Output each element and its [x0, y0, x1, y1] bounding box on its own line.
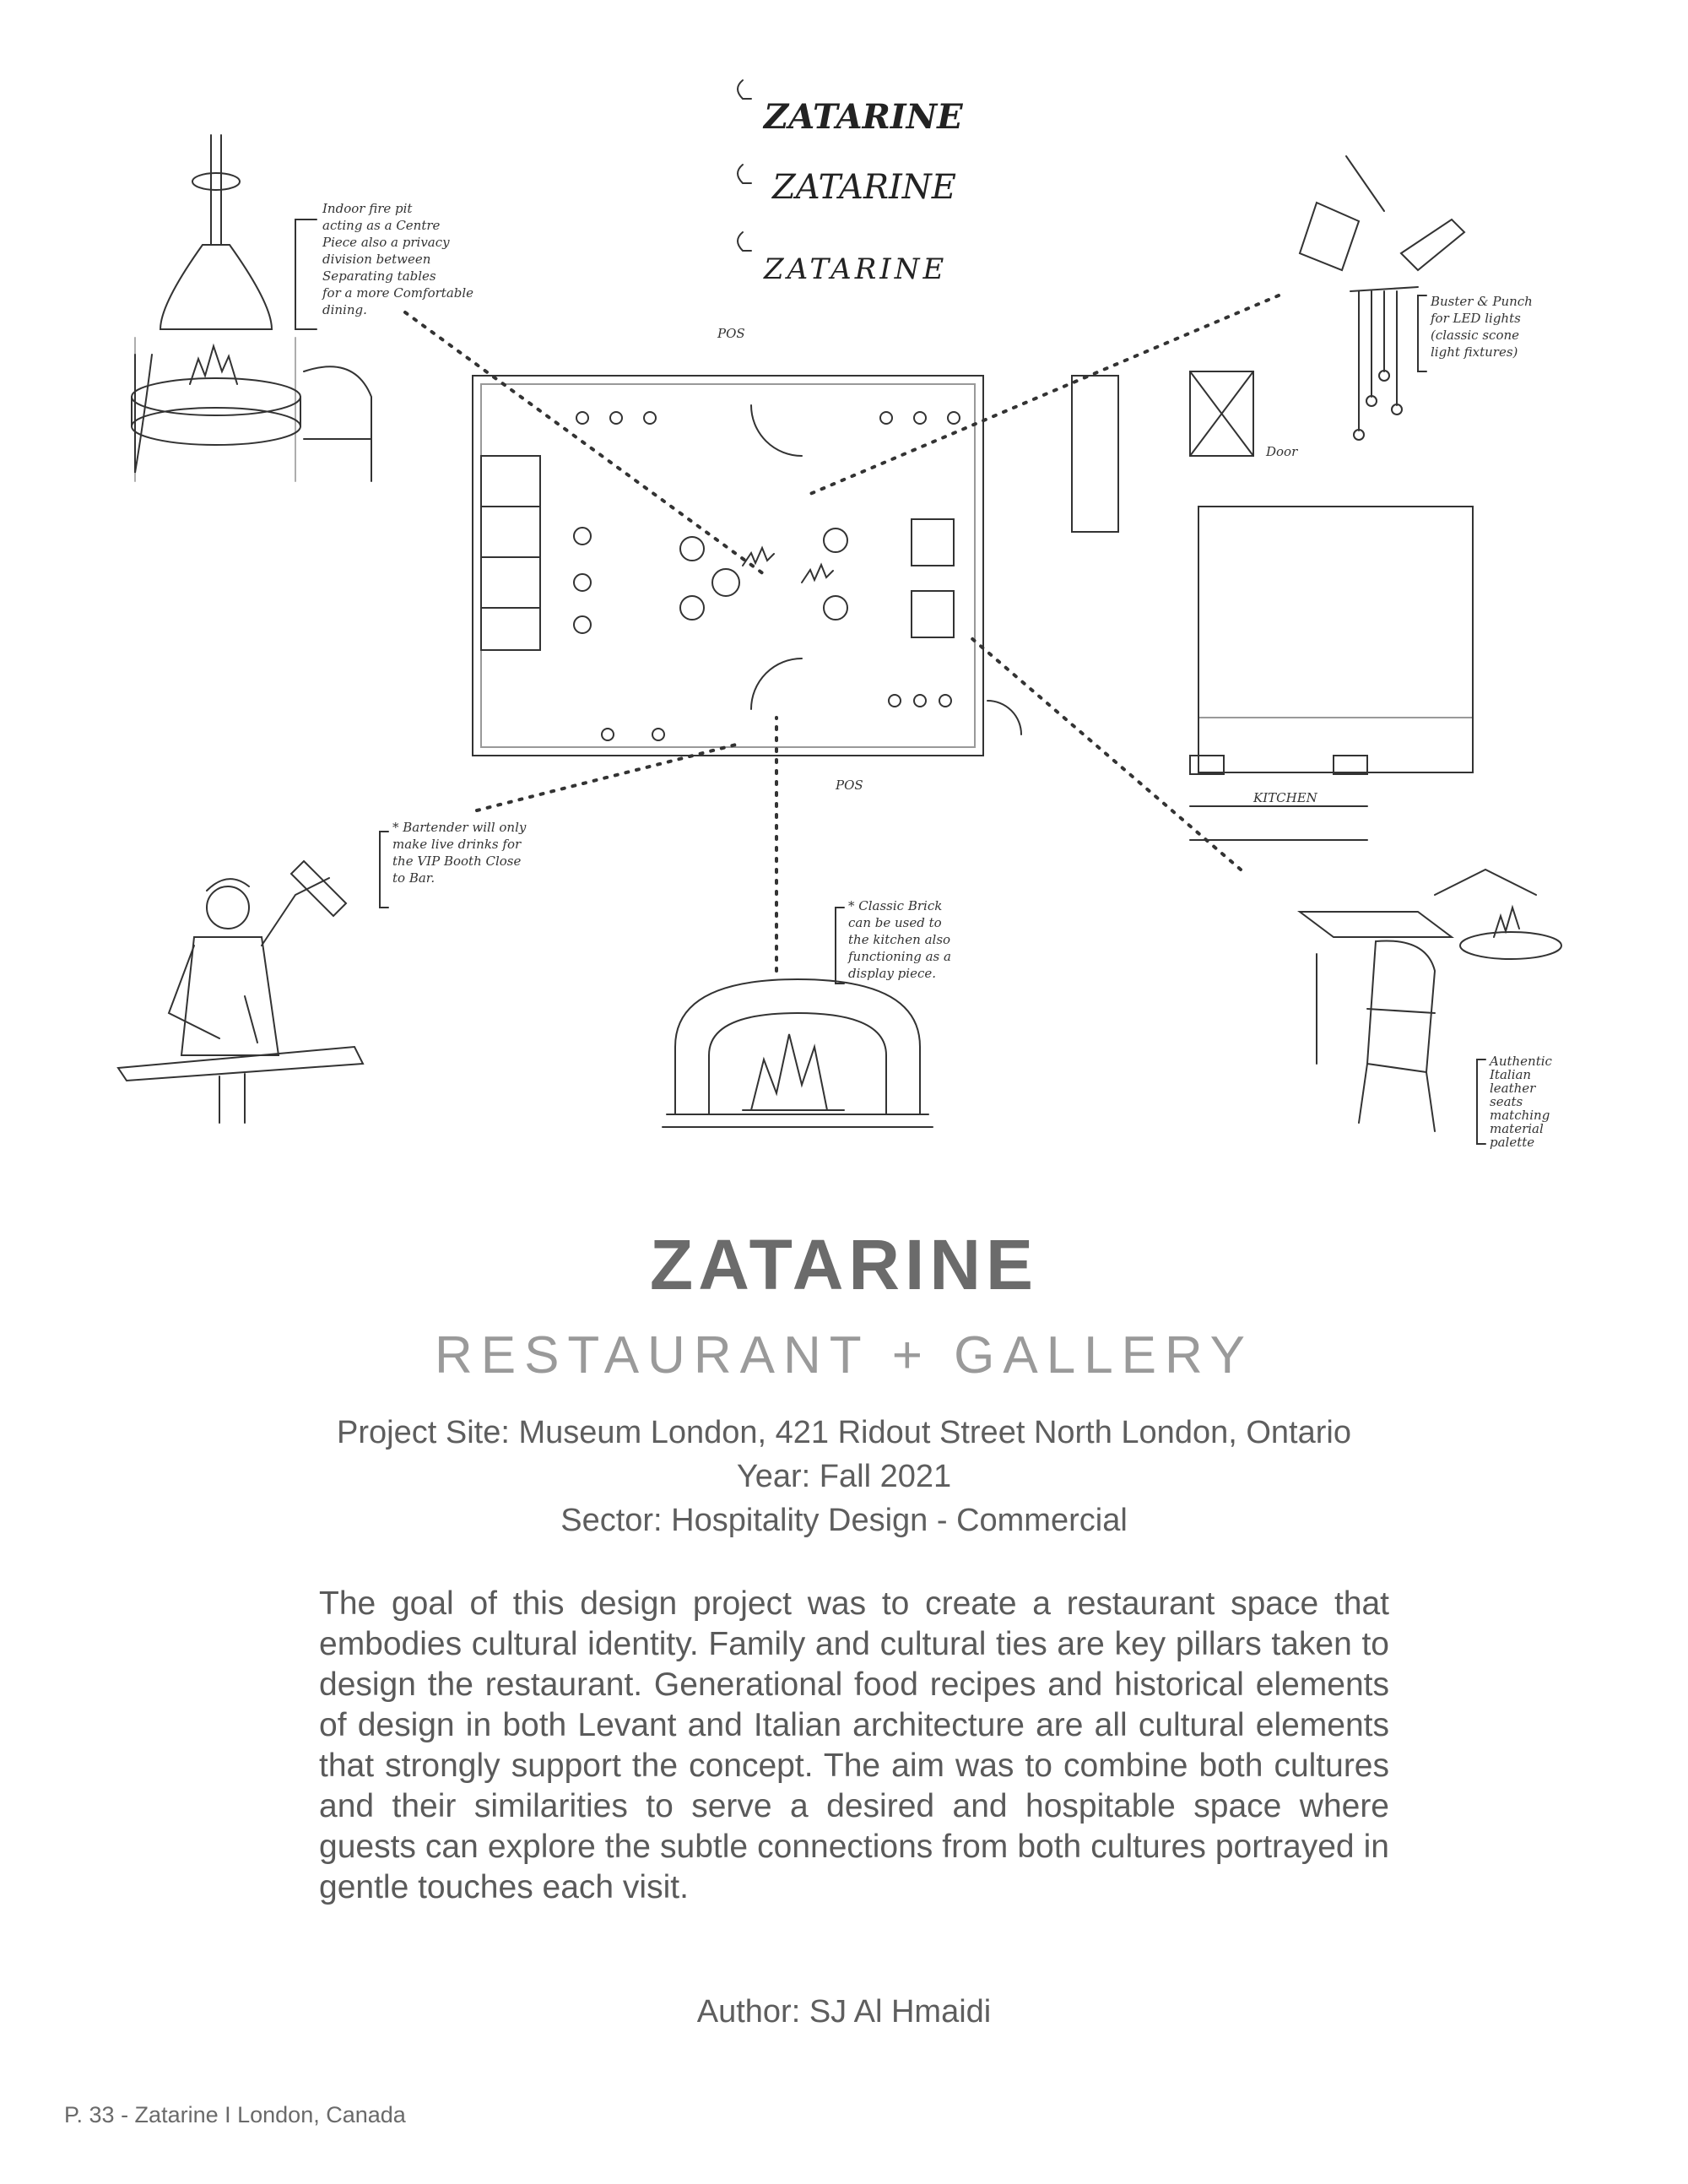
lights-note-4: light fixtures) — [1431, 344, 1518, 360]
dining-chair-sketch — [1300, 870, 1561, 1150]
lights-note-2: for LED lights — [1431, 311, 1521, 326]
pos-bottom-label: POS — [836, 778, 863, 793]
light-fixture-sketch — [1300, 156, 1533, 440]
bartender-sketch — [118, 820, 527, 1123]
project-site: Project Site: Museum London, 421 Ridout Street North London, Ontario — [337, 1415, 1351, 1450]
fire-pit-note-5: Separating tables — [322, 268, 436, 284]
page-footer: P. 33 - Zatarine I London, Canada — [64, 2102, 406, 2127]
door-label: Door — [1266, 444, 1298, 459]
bartender-note-3: the VIP Booth Close — [392, 854, 522, 869]
brick-oven-sketch — [663, 898, 951, 1127]
fire-pit-note-2: acting as a Centre — [322, 218, 441, 233]
project-year: Year: Fall 2021 — [736, 1459, 952, 1494]
bartender-note-2: make live drinks for — [392, 837, 522, 852]
oven-note-3: the kitchen also — [848, 932, 951, 947]
fire-pit-sketch — [132, 135, 473, 481]
bartender-note-4: to Bar. — [392, 870, 436, 886]
project-sector: Sector: Hospitality Design - Commercial — [560, 1503, 1128, 1538]
kitchen-label: KITCHEN — [1253, 790, 1317, 805]
project-subtitle: RESTAURANT + GALLERY — [434, 1326, 1254, 1385]
chairs-note-7: palette — [1490, 1135, 1535, 1150]
fire-pit-note-1: Indoor fire pit — [322, 201, 413, 216]
chairs-note-4: seats — [1490, 1094, 1523, 1109]
oven-note-2: can be used to — [848, 915, 942, 930]
chairs-note-6: material — [1490, 1121, 1544, 1136]
logo-variant-3: ZATARINE — [764, 252, 948, 286]
fire-pit-note-3: Piece also a privacy — [322, 235, 450, 250]
chairs-note-2: Italian — [1490, 1067, 1532, 1082]
chairs-note-3: leather — [1490, 1081, 1536, 1096]
chairs-note-5: matching — [1490, 1108, 1550, 1123]
chairs-note-1: Authentic — [1490, 1054, 1552, 1069]
leader-lines — [405, 295, 1279, 971]
fire-pit-note-4: division between — [322, 252, 431, 267]
project-author: Author: SJ Al Hmaidi — [696, 1994, 992, 2030]
lights-note-1: Buster & Punch — [1431, 294, 1533, 309]
oven-note-5: display piece. — [848, 966, 937, 981]
logo-variant-1: ZATARINE — [764, 97, 963, 137]
bartender-note-1: * Bartender will only — [392, 820, 527, 835]
fire-pit-note-7: dining. — [322, 302, 367, 317]
pos-top-label: POS — [717, 326, 745, 341]
logo-variants — [738, 80, 963, 286]
lights-note-3: (classic scone — [1431, 328, 1520, 343]
oven-note-1: * Classic Brick — [848, 898, 943, 913]
oven-note-4: functioning as a — [848, 949, 951, 964]
project-title: ZATARINE — [649, 1225, 1039, 1304]
project-description: The goal of this design project was to create a restaurant space that embodies cultural identity. Family and cultural ties are key pillars taken to design the restaurant. Generational food recipes and historical elements of design in both Levant and Italian architecture are all cultural elements that strongly support the concept. The aim was to combine both cultures and their similarities to serve a desired and hospitable space where guests can explore the subtle connections from both cultures portrayed in gentle touches each visit. — [319, 1585, 1389, 1905]
logo-variant-2: ZATARINE — [772, 168, 956, 207]
fire-pit-note-6: for a more Comfortable — [322, 285, 474, 301]
floor-plan — [473, 326, 1473, 840]
